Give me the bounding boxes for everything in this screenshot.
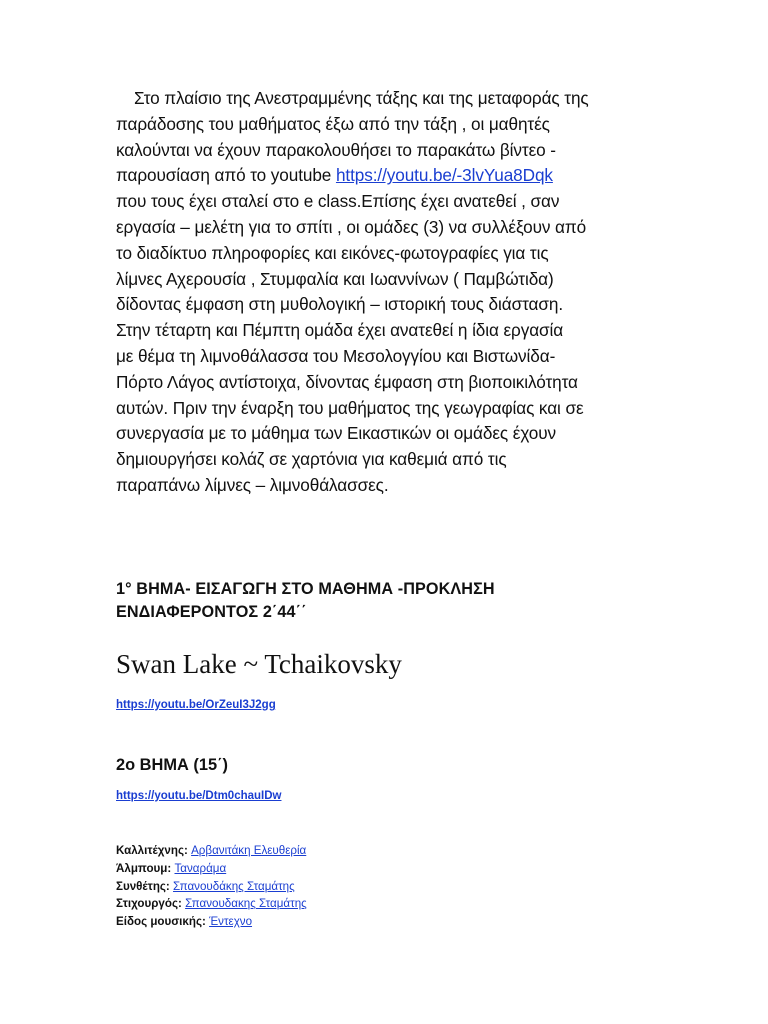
meta-album bbox=[116, 860, 307, 878]
intro-line: παράδοσης του μαθήματος έξω από την τάξη , οι μαθητές bbox=[116, 113, 550, 134]
document-body bbox=[116, 86, 656, 499]
meta-genre-link[interactable]: Έντεχνο bbox=[209, 915, 253, 929]
meta-album-link[interactable]: Ταναράμα bbox=[174, 861, 227, 875]
meta-key: Καλλιτέχνης: bbox=[116, 844, 192, 857]
intro-line: Στην τέταρτη και Πέμπτη ομάδα έχει ανατεθεί η ίδια εργασία bbox=[116, 320, 564, 341]
meta-genre bbox=[116, 913, 307, 931]
song-title: Swan Lake ~ Tchaikovsky bbox=[116, 649, 402, 679]
step1-heading bbox=[116, 578, 676, 624]
step1-video-link[interactable]: https://youtu.be/OrZeuI3J2gg bbox=[116, 699, 276, 711]
meta-key: Είδος μουσικής: bbox=[116, 915, 210, 929]
intro-line: παραπάνω λίμνες – λιμνοθάλασσες. bbox=[116, 474, 389, 495]
intro-line: εργασία – μελέτη για το σπίτι , οι ομάδες (3) να συλλέξουν από bbox=[116, 216, 587, 237]
intro-line: συνεργασία με το μάθημα των Εικαστικών οι ομάδες έχουν bbox=[116, 423, 557, 444]
intro-line: δημιουργήσει κολάζ σε χαρτόνια για καθεμιά από τις bbox=[116, 449, 507, 470]
meta-composer bbox=[116, 878, 307, 896]
meta-artist bbox=[116, 842, 307, 860]
intro-line: με θέμα τη λιμνοθάλασσα του Μεσολογγίου και Βιστωνίδα- bbox=[116, 345, 556, 366]
song-meta-list bbox=[116, 842, 307, 931]
intro-video-link[interactable]: https://youtu.be/-3lvYua8Dqk bbox=[335, 165, 553, 186]
intro-line: Στο πλαίσιο της Ανεστραμμένης τάξης και της μεταφοράς της bbox=[134, 88, 589, 108]
step2-video-link[interactable]: https://youtu.be/Dtm0chauIDw bbox=[116, 790, 282, 802]
meta-composer-link[interactable]: Σπανουδάκης Σταμάτης bbox=[173, 879, 295, 893]
intro-line: που τους έχει σταλεί στο e class.Επίσης έχει ανατεθεί , σαν bbox=[116, 191, 560, 212]
intro-line: Πόρτο Λάγος αντίστοιχα, δίνοντας έμφαση στη βιοποικιλότητα bbox=[116, 371, 578, 392]
intro-line: καλούνται να έχουν παρακολουθήσει το παρακάτω βίντεο - bbox=[116, 139, 556, 160]
step1-heading-line2: ΕΝΔΙΑΦΕΡΟΝΤΟΣ 2΄44΄΄ bbox=[116, 603, 307, 621]
intro-paragraph bbox=[116, 86, 656, 499]
intro-line: αυτών. Πριν την έναρξη του μαθήματος της γεωγραφίας και σε bbox=[116, 397, 584, 418]
meta-artist-link[interactable]: Αρβανιτάκη Ελευθερία bbox=[191, 844, 307, 857]
meta-lyricist bbox=[116, 895, 307, 913]
intro-line: το διαδίκτυο πληροφορίες και εικόνες-φωτογραφίες για τις bbox=[116, 242, 549, 263]
meta-key: Στιχουργός: bbox=[116, 897, 186, 911]
meta-lyricist-link[interactable]: Σπανουδακης Σταμάτης bbox=[185, 897, 307, 911]
intro-line: λίμνες Αχερουσία , Στυμφαλία και Ιωαννίνων ( Παμβώτιδα) bbox=[116, 268, 554, 289]
meta-key: Άλμπουμ: bbox=[116, 861, 175, 875]
meta-key: Συνθέτης: bbox=[116, 879, 174, 893]
step2-heading: 2ο ΒΗΜΑ (15΄) bbox=[116, 756, 229, 774]
step1-heading-line1: 1° ΒΗΜΑ- ΕΙΣΑΓΩΓΗ ΣΤΟ ΜΑΘΗΜΑ -ΠΡΟΚΛΗΣΗ bbox=[116, 580, 495, 598]
intro-line: παρουσίαση από το youtube bbox=[116, 165, 336, 186]
intro-line: δίδοντας έμφαση στη μυθολογική – ιστορική τους διάσταση. bbox=[116, 294, 563, 315]
